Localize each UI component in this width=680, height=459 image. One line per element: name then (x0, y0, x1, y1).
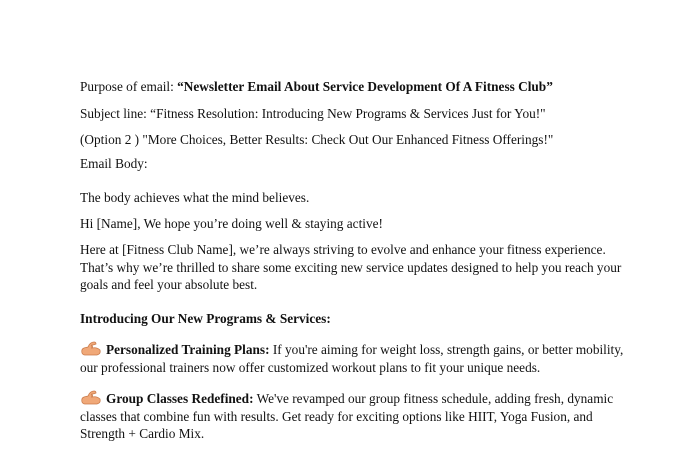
flexed-biceps-icon (80, 340, 102, 356)
flexed-biceps-icon (80, 389, 102, 405)
purpose-line (80, 78, 640, 96)
subject-line: Subject line: “Fitness Resolution: Introducing New Programs & Services Just for You!" (80, 105, 546, 121)
email-body-label: Email Body: (80, 155, 148, 171)
subject-option-2: (Option 2 ) "More Choices, Better Results: Check Out Our Enhanced Fitness Offerings!" (80, 132, 554, 147)
opening-quote: The body achieves what the mind believes. (80, 190, 310, 205)
intro-paragraph: Here at [Fitness Club Name], we’re always striving to evolve and enhance your fitness experience. That’s why we’re thrilled to share some exciting new service updates designed to help you reach your goals and feel your absolute best. (80, 242, 622, 292)
service-title: Group Classes Redefined: (106, 391, 254, 406)
greeting: Hi [Name], We hope you’re doing well & staying active! (80, 215, 383, 231)
service-description: If you're aiming for weight loss, strength gains, or better mobility, our professional trainers now offer customized workout plans to fit your unique needs. (80, 342, 624, 375)
service-title: Personalized Training Plans: (106, 342, 270, 357)
service-item-group-classes (80, 389, 640, 443)
section-heading: Introducing Our New Programs & Services: (80, 310, 331, 326)
service-description: We've revamped our group fitness schedule, adding fresh, dynamic classes that combine fun with results. Get ready for exciting options like HIIT, Yoga Fusion, and Strength + Cardio Mix. (80, 391, 614, 441)
purpose-value: “Newsletter Email About Service Development Of A Fitness Club” (177, 79, 553, 94)
email-draft (80, 78, 640, 456)
purpose-label: Purpose of email: (80, 79, 178, 94)
service-item-personalized-training (80, 340, 640, 376)
